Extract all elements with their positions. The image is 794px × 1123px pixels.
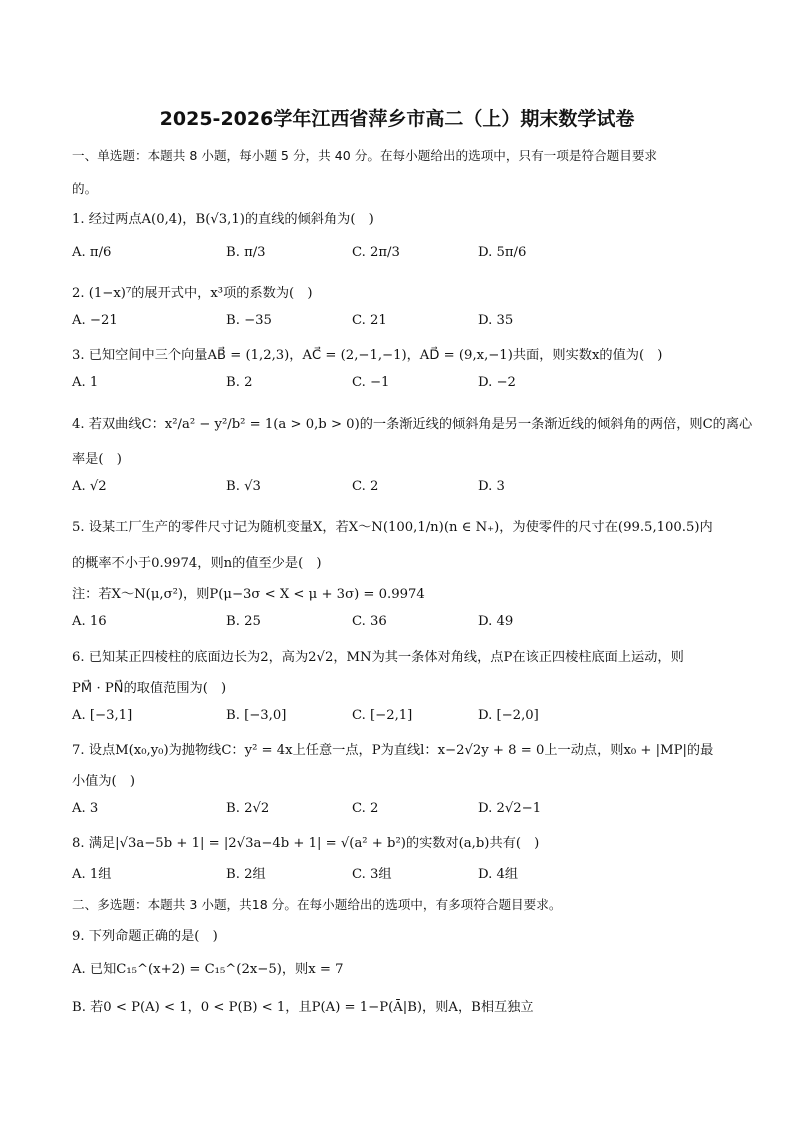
q8-option-b: B. 2组: [226, 867, 266, 882]
q5-option-c: C. 36: [352, 614, 387, 629]
q7-option-a: A. 3: [72, 801, 99, 816]
q1-options: [72, 245, 732, 267]
q9-stem: 9. 下列命题正确的是( ): [72, 929, 218, 944]
q9-option-a: A. 已知C₁₅^(x+2) = C₁₅^(2x−5)，则x = 7: [72, 962, 344, 977]
q8-stem: 8. 满足|√3a−5b + 1| = |2√3a−4b + 1| = √(a² + b²)的实数对(a,b)共有( ): [72, 836, 540, 851]
q5-option-a: A. 16: [72, 614, 107, 629]
q7-stem-line2: 小值为( ): [72, 774, 136, 789]
q9-option-b: B. 若0 < P(A) < 1，0 < P(B) < 1，且P(A) = 1−P(Ā|B)，则A，B相互独立: [72, 1000, 534, 1015]
q6-option-b: B. [−3,0]: [226, 708, 287, 723]
q3-option-b: B. 2: [226, 375, 253, 390]
q7-option-c: C. 2: [352, 801, 379, 816]
q1-option-b: B. π/3: [226, 245, 266, 260]
q4-options: [72, 479, 732, 501]
section1-heading-line1: 一、单选题：本题共 8 小题，每小题 5 分，共 40 分。在每小题给出的选项中，只有一项是符合题目要求: [72, 148, 658, 163]
q3-option-d: D. −2: [478, 375, 516, 390]
q2-option-a: A. −21: [72, 313, 118, 328]
q6-option-d: D. [−2,0]: [478, 708, 539, 723]
section2-heading: 二、多选题：本题共 3 小题，共18 分。在每小题给出的选项中，有多项符合题目要求。: [72, 897, 562, 912]
q4-option-a: A. √2: [72, 479, 107, 494]
q1-stem: 1. 经过两点A(0,4)，B(√3,1)的直线的倾斜角为( ): [72, 212, 374, 227]
q5-stem-line2: 的概率不小于0.9974，则n的值至少是( ): [72, 556, 322, 571]
q6-stem-line1: 6. 已知某正四棱柱的底面边长为2，高为2√2，MN为其一条体对角线，点P在该正四棱柱底面上运动，则: [72, 650, 684, 665]
q7-option-b: B. 2√2: [226, 801, 270, 816]
q2-option-c: C. 21: [352, 313, 387, 328]
q1-option-c: C. 2π/3: [352, 245, 400, 260]
q3-options: [72, 375, 732, 397]
q4-option-c: C. 2: [352, 479, 379, 494]
q3-option-c: C. −1: [352, 375, 390, 390]
q5-option-d: D. 49: [478, 614, 514, 629]
q8-option-c: C. 3组: [352, 867, 392, 882]
q5-stem-line1: 5. 设某工厂生产的零件尺寸记为随机变量X，若X～N(100,1/n)(n ∈ N₊)，为使零件的尺寸在(99.5,100.5)内: [72, 520, 713, 535]
q6-options: [72, 708, 732, 730]
q7-stem-line1: 7. 设点M(x₀,y₀)为抛物线C：y² = 4x上任意一点，P为直线l：x−2√2y + 8 = 0上一动点，则x₀ + |MP|的最: [72, 743, 714, 758]
q8-option-d: D. 4组: [478, 867, 519, 882]
q1-option-a: A. π/6: [72, 245, 112, 260]
q4-option-d: D. 3: [478, 479, 505, 494]
q8-option-a: A. 1组: [72, 867, 112, 882]
q6-stem-line2: PM⃗ · PN⃗的取值范围为( ): [72, 681, 227, 696]
q5-note: 注：若X～N(μ,σ²)，则P(μ−3σ < X < μ + 3σ) = 0.9974: [72, 587, 425, 602]
q5-option-b: B. 25: [226, 614, 261, 629]
q3-option-a: A. 1: [72, 375, 99, 390]
q5-options: [72, 614, 732, 636]
q1-option-d: D. 5π/6: [478, 245, 527, 260]
q2-stem: 2. (1−x)⁷的展开式中，x³项的系数为( ): [72, 286, 313, 301]
page-title: 2025-2026学年江西省萍乡市高二（上）期末数学试卷: [159, 108, 635, 130]
section1-heading-line2: 的。: [72, 181, 98, 196]
q8-options: [72, 863, 732, 885]
q4-stem-line2: 率是( ): [72, 452, 122, 467]
q6-option-a: A. [−3,1]: [72, 708, 133, 723]
q7-option-d: D. 2√2−1: [478, 801, 542, 816]
q3-stem: 3. 已知空间中三个向量AB⃗ = (1,2,3)，AC⃗ = (2,−1,−1)，AD⃗ = (9,x,−1)共面，则实数x的值为( ): [72, 348, 663, 363]
q2-options: [72, 313, 732, 335]
q7-options: [72, 801, 732, 823]
q2-option-b: B. −35: [226, 313, 272, 328]
q4-option-b: B. √3: [226, 479, 261, 494]
q4-stem-line1: 4. 若双曲线C：x²/a² − y²/b² = 1(a > 0,b > 0)的一条渐近线的倾斜角是另一条渐近线的倾斜角的两倍，则C的离心: [72, 417, 753, 432]
q6-option-c: C. [−2,1]: [352, 708, 413, 723]
q2-option-d: D. 35: [478, 313, 514, 328]
